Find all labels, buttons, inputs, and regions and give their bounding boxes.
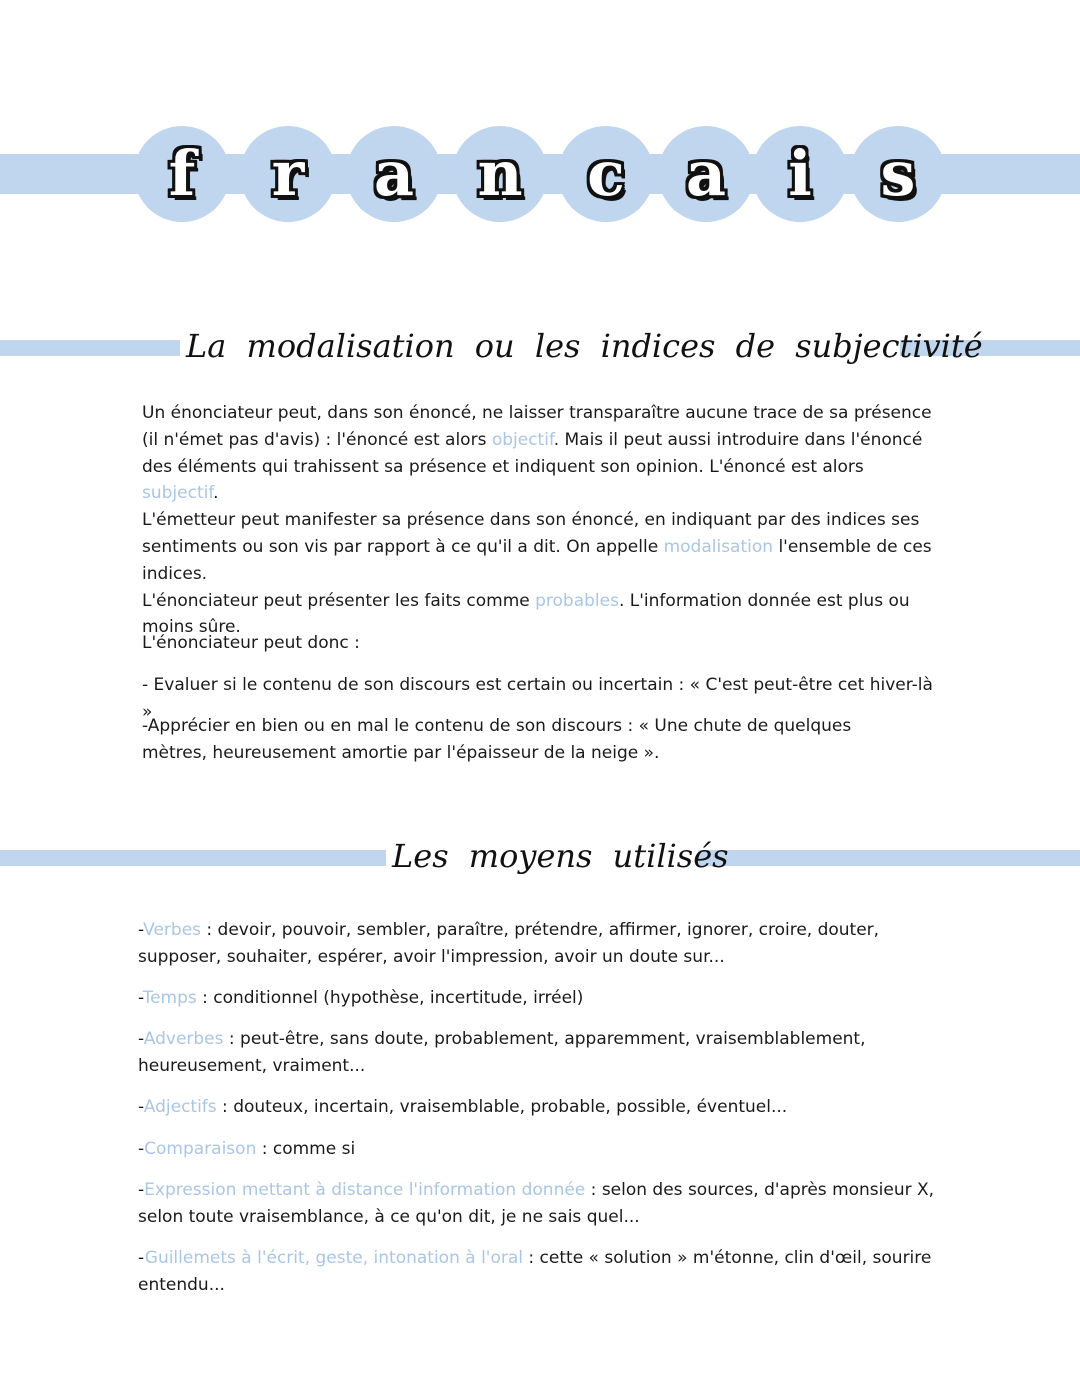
keyword: objectif (491, 429, 554, 450)
text-run: . (213, 483, 219, 504)
item-text: : selon des sources, d'après monsieur X, selon toute vraisemblance, à ce qu'on dit, je ne sais quel... (138, 1180, 935, 1227)
title-letter-circle (850, 126, 946, 222)
text-run: L'émetteur peut manifester sa présence dans son énoncé, en indiquant par des indices ses sentiments ou son vis par rapport à ce qu'il a dit. On appelle (142, 510, 920, 557)
title-letter-circle (452, 126, 548, 222)
list-item: -Expression mettant à distance l'information donnée : selon des sources, d'après monsieur X, selon toute vraisemblance, à ce qu'on dit, je ne sais quel... (138, 1180, 935, 1227)
item-text: : comme si (256, 1138, 356, 1159)
text-run: . L'information donnée est plus ou moins sûre. (142, 590, 910, 638)
keyword: subjectif (142, 483, 214, 504)
item-label: Temps (142, 988, 197, 1009)
item-text: : peut-être, sans doute, probablement, apparemment, vraisemblablement, heureusement, vraiment... (138, 1029, 866, 1077)
keyword: modalisation (663, 536, 774, 557)
title-letter: a (373, 137, 415, 210)
keyword: probables (535, 590, 619, 611)
title-letter: c (587, 137, 625, 210)
item-text: : conditionnel (hypothèse, incertitude, irréel) (196, 988, 584, 1009)
section-heading: Les moyens utilisés (386, 828, 698, 884)
list-item: -Verbes : devoir, pouvoir, sembler, paraître, prétendre, affirmer, ignorer, croire, douter, supposer, souhaiter, espérer, avoir l'impression, avoir un doute sur... (138, 920, 880, 967)
item-label: Guillemets à l'écrit, geste, intonation à l'oral (144, 1248, 524, 1269)
bullet-point: - Evaluer si le contenu de son discours est certain ou incertain : « C'est peut-être cet hiver-là » (142, 675, 933, 722)
title-letter-circle (752, 126, 848, 222)
title-letter-circle (658, 126, 754, 222)
means-list (138, 917, 948, 1313)
title-letter: a (685, 137, 727, 210)
title-letter-circle (346, 126, 442, 222)
list-item: -Adjectifs : douteux, incertain, vraisemblable, probable, possible, éventuel... (138, 1097, 788, 1118)
title-letter: i (788, 137, 812, 210)
item-label: Adverbes (143, 1029, 224, 1050)
lead-in-text: L'énonciateur peut donc : (142, 633, 360, 653)
item-text: : devoir, pouvoir, sembler, paraître, prétendre, affirmer, ignorer, croire, douter, supposer, souhaiter, espérer, avoir l'impression, avoir un doute sur... (138, 920, 880, 967)
title-letter-circle (240, 126, 336, 222)
item-text: : cette « solution » m'étonne, clin d'œil, sourire entendu... (138, 1248, 932, 1295)
list-item: -Temps : conditionnel (hypothèse, incertitude, irréel) (138, 988, 584, 1009)
text-run: l'ensemble de ces indices. (142, 536, 932, 584)
title-letter: s (880, 137, 916, 210)
list-item: -Comparaison : comme si (138, 1138, 356, 1159)
bullet-point: -Apprécier en bien ou en mal le contenu de son discours : « Une chute de quelques mètres, heureusement amortie par l'épaisseur de la neige ». (142, 716, 852, 763)
section-heading: La modalisation ou les indices de subjectivité (180, 320, 900, 372)
title-letter: f (168, 137, 196, 210)
item-label: Adjectifs (143, 1097, 217, 1118)
list-item: -Adverbes : peut-être, sans doute, probablement, apparemment, vraisemblablement, heureusement, vraiment... (138, 1029, 866, 1077)
title-letter-circle (134, 126, 230, 222)
text-run: L'énonciateur peut présenter les faits comme (142, 590, 536, 611)
item-label: Comparaison (144, 1138, 257, 1159)
title-letter: n (477, 137, 523, 210)
title-letter: r (271, 137, 305, 210)
item-label: Expression mettant à distance l'information donnée (144, 1180, 586, 1201)
item-text: : douteux, incertain, vraisemblable, probable, possible, éventuel... (216, 1097, 788, 1118)
intro-paragraph (142, 400, 942, 641)
item-label: Verbes (143, 920, 202, 940)
page-title (0, 126, 1080, 222)
list-item: -Guillemets à l'écrit, geste, intonation à l'oral : cette « solution » m'étonne, clin d'œil, sourire entendu... (138, 1248, 932, 1295)
text-run: . Mais il peut aussi introduire dans l'énoncé des éléments qui trahissent sa présence et indiquent son opinion. L'énoncé est alors (142, 429, 923, 477)
text-run: Un énonciateur peut, dans son énoncé, ne laisser transparaître aucune trace de sa présence (il n'émet pas d'avis) : l'énoncé est alors (142, 403, 932, 450)
title-letter-circle (558, 126, 654, 222)
